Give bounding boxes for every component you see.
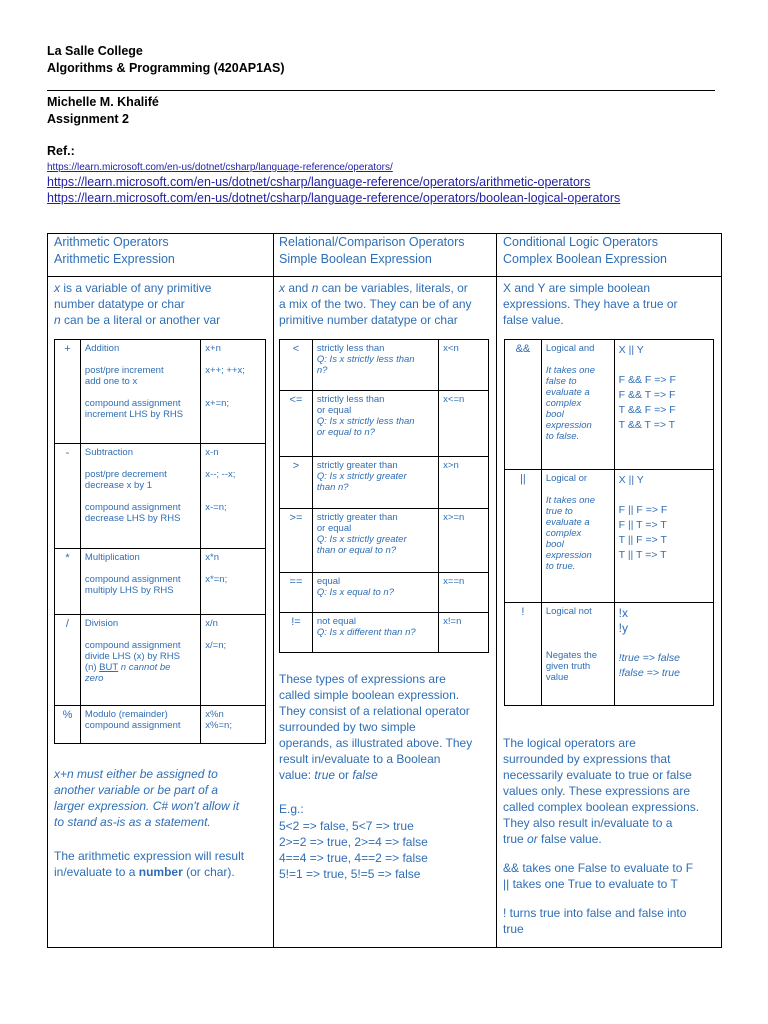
assignment-title: Assignment 2 [47,112,129,126]
not-desc: Logical not Negates the given truth value [541,603,614,706]
equal-desc: equal Q: Is x equal to n? [312,573,438,613]
header-divider [47,90,715,91]
relational-intro-3: primitive number datatype or char [279,313,458,327]
example-3: 4==4 => true, 4==2 => false [279,851,428,865]
table-row [280,391,489,457]
plus-operator: + [55,340,81,444]
author-name: Michelle M. Khalifé [47,95,159,109]
table-row [280,340,489,391]
greater-than-operator: > [280,457,313,509]
less-than-desc: strictly less than Q: Is x strictly less than n? [312,340,438,391]
table-row [280,457,489,509]
header-row-divider [47,276,722,277]
conditional-intro-3: false value. [503,313,564,327]
arithmetic-intro-1: x is a variable of any primitive [54,281,212,295]
logical-para-5: called complex boolean expressions. [503,800,700,814]
arithmetic-operators-title: Arithmetic Operators [54,235,169,249]
modulo-desc: Modulo (remainder) compound assignment [80,706,200,744]
conditional-intro-2: expressions. They have a true or [503,297,678,311]
and-desc: Logical and It takes one false to evaluate a complex bool expression to false. [541,340,614,470]
not-equal-operator: != [280,613,313,653]
less-equal-operator: <= [280,391,313,457]
arithmetic-note-4: to stand as-is as a statement. [54,815,211,829]
ref-link-operators[interactable]: https://learn.microsoft.com/en-us/dotnet/csharp/language-reference/operators/ [47,162,393,173]
table-row [55,444,266,549]
relational-operators-title: Relational/Comparison Operators [279,235,465,249]
ref-link-boolean[interactable]: https://learn.microsoft.com/en-us/dotnet/csharp/language-reference/operators/boolean-logical-operators [47,191,621,205]
relational-para-3: They consist of a relational operator [279,704,470,718]
relational-para-1: These types of expressions are [279,672,446,686]
not-equal-expr: x!=n [439,613,489,653]
equal-operator: == [280,573,313,613]
not-truth-table: !x !y !true => false !false => true [614,603,713,706]
arithmetic-intro-3: n can be a literal or another var [54,313,221,327]
example-2: 2>=2 => true, 2>=4 => false [279,835,428,849]
relational-table [279,339,489,653]
less-than-expr: x<n [439,340,489,391]
divide-operator: / [55,615,81,706]
table-row [55,706,266,744]
relational-para-5: operands, as illustrated above. They [279,736,473,750]
and-summary: && takes one False to evaluate to F [503,861,694,875]
logical-table [504,339,714,706]
division-desc: Division compound assignment divide LHS (x) by RHS (n) BUT n cannot be zero [80,615,200,706]
or-operator: || [505,470,542,603]
multiplication-desc: Multiplication compound assignment multiply LHS by RHS [80,549,200,615]
equal-expr: x==n [439,573,489,613]
multiply-operator: * [55,549,81,615]
examples-label: E.g.: [279,802,304,816]
table-row [55,549,266,615]
example-1: 5<2 => false, 5<7 => true [279,819,414,833]
table-row [505,340,714,470]
and-operator: && [505,340,542,470]
table-row [505,470,714,603]
arithmetic-expression-title: Arithmetic Expression [54,252,175,266]
subtraction-expr: x-n x--; --x; x-=n; [201,444,266,549]
division-expr: x/n x/=n; [201,615,266,706]
or-truth-table: X || Y F || F => F F || T => T T || F => T T || T => T [614,470,713,603]
example-4: 5!=1 => true, 5!=5 => false [279,867,421,881]
logical-para-1: The logical operators are [503,736,636,750]
complex-boolean-title: Complex Boolean Expression [503,252,667,266]
modulo-expr: x%n x%=n; [201,706,266,744]
relational-para-6: result in/evaluate to a Boolean [279,752,441,766]
table-row [280,509,489,573]
greater-equal-operator: >= [280,509,313,573]
less-than-operator: < [280,340,313,391]
logical-para-2: surrounded by expressions that [503,752,671,766]
course-title: Algorithms & Programming (420AP1AS) [47,61,285,75]
or-desc: Logical or It takes one true to evaluate a complex bool expression to true. [541,470,614,603]
table-row [55,340,266,444]
greater-than-desc: strictly greater than Q: Is x strictly greater than n? [312,457,438,509]
logical-para-6: They also result in/evaluate to a [503,816,673,830]
or-summary: || takes one True to evaluate to T [503,877,678,891]
greater-than-expr: x>n [439,457,489,509]
relational-para-2: called simple boolean expression. [279,688,460,702]
table-row [55,615,266,706]
arithmetic-result-1: The arithmetic expression will result [54,849,245,863]
logical-para-4: values only. These expressions are [503,784,690,798]
conditional-intro-1: X and Y are simple boolean [503,281,650,295]
not-operator: ! [505,603,542,706]
minus-operator: - [55,444,81,549]
relational-para-4: surrounded by two simple [279,720,416,734]
multiplication-expr: x*n x*=n; [201,549,266,615]
less-equal-expr: x<=n [439,391,489,457]
arithmetic-note-2: another variable or be part of a [54,783,219,797]
addition-expr: x+n x++; ++x; x+=n; [201,340,266,444]
arithmetic-table [54,339,266,744]
conditional-operators-title: Conditional Logic Operators [503,235,658,249]
greater-equal-desc: strictly greater than or equal Q: Is x strictly greater than or equal to n? [312,509,438,573]
ref-link-arithmetic[interactable]: https://learn.microsoft.com/en-us/dotnet/csharp/language-reference/operators/arithmetic-operators [47,175,591,189]
arithmetic-intro-2: number datatype or char [54,297,185,311]
greater-equal-expr: x>=n [439,509,489,573]
not-summary-1: ! turns true into false and false into [503,906,687,920]
relational-para-7: value: true or false [279,768,378,782]
logical-para-7: true or false value. [503,832,602,846]
addition-desc: Addition post/pre increment add one to x compound assignment increment LHS by RHS [80,340,200,444]
table-row [280,613,489,653]
table-row [280,573,489,613]
relational-intro-2: a mix of the two. They can be of any [279,297,472,311]
simple-boolean-title: Simple Boolean Expression [279,252,432,266]
arithmetic-note-3: larger expression. C# won't allow it [54,799,240,813]
table-row [505,603,714,706]
subtraction-desc: Subtraction post/pre decrement decrease x by 1 compound assignment decrease LHS by RHS [80,444,200,549]
relational-intro-1: x and n can be variables, literals, or [279,281,468,295]
not-equal-desc: not equal Q: Is x different than n? [312,613,438,653]
ref-label: Ref.: [47,144,75,158]
college-name: La Salle College [47,44,143,58]
arithmetic-note-1: x+n must either be assigned to [54,767,218,781]
logical-para-3: necessarily evaluate to true or false [503,768,692,782]
modulo-operator: % [55,706,81,744]
arithmetic-result-2: in/evaluate to a number (or char). [54,865,235,879]
less-equal-desc: strictly less than or equal Q: Is x strictly less than or equal to n? [312,391,438,457]
not-summary-2: true [503,922,524,936]
and-truth-table: X || Y F && F => F F && T => F T && F => F T && T => T [614,340,713,470]
